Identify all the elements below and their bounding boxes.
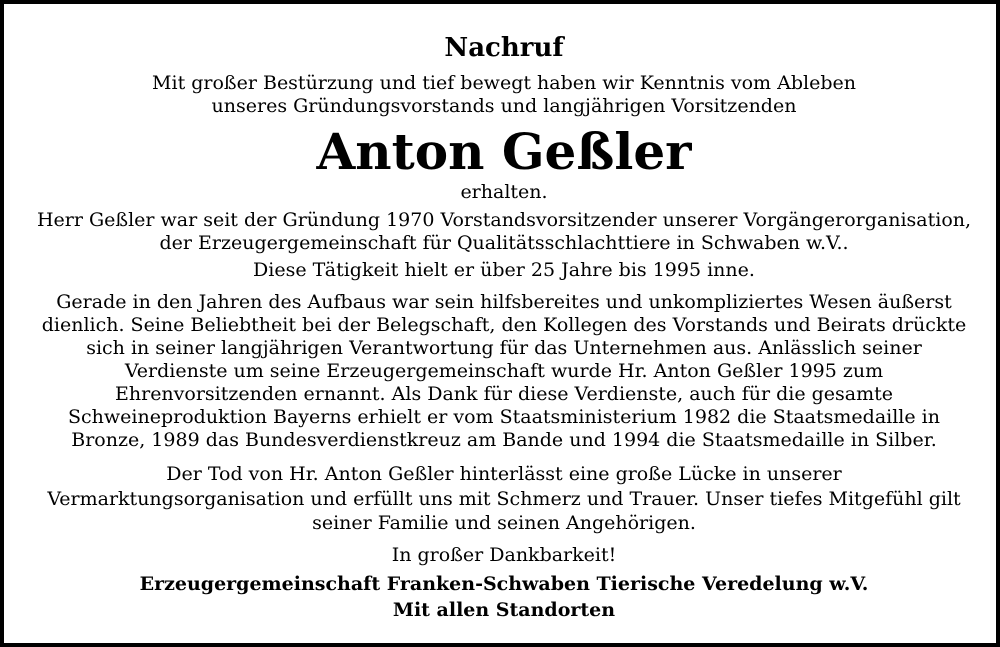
paragraph-2-line: Verdienste um seine Erzeugergemeinschaft wurde Hr. Anton Geßler 1995 zum: [124, 360, 884, 382]
intro-line: unseres Gründungsvorstands und langjährigen Vorsitzenden: [211, 95, 797, 117]
paragraph-3-line: Der Tod von Hr. Anton Geßler hinterlässt eine große Lücke in unserer: [166, 463, 842, 485]
paragraph-2-line: Bronze, 1989 das Bundesverdienstkreuz am Bande und 1994 die Staatsmedaille in Silber.: [71, 429, 937, 451]
paragraph-2-line: dienlich. Seine Beliebtheit bei der Belegschaft, den Kollegen des Vorstands und Beirats drückte: [41, 314, 967, 336]
received-text: erhalten.: [460, 181, 548, 203]
paragraph-1-line: der Erzeugergemeinschaft für Qualitätsschlachttiere in Schwaben w.V..: [159, 232, 849, 254]
paragraph-3-line: seiner Familie und seinen Angehörigen.: [312, 512, 696, 534]
paragraph-2-line: Gerade in den Jahren des Aufbaus war sein hilfsbereites und unkompliziertes Wesen äußerst: [56, 291, 952, 313]
paragraph-1-line: Diese Tätigkeit hielt er über 25 Jahre bis 1995 inne.: [253, 259, 755, 281]
locations-text: Mit allen Standorten: [392, 599, 616, 621]
notice-heading: Nachruf: [444, 33, 564, 63]
organization-name: Erzeugergemeinschaft Franken-Schwaben Tierische Veredelung w.V.: [139, 573, 869, 595]
deceased-name: Anton Geßler: [316, 122, 692, 181]
closing-text: In großer Dankbarkeit!: [391, 544, 617, 566]
paragraph-1-line: Herr Geßler war seit der Gründung 1970 Vorstandsvorsitzender unserer Vorgängerorganisation,: [36, 209, 972, 231]
paragraph-2-line: Ehrenvorsitzenden ernannt. Als Dank für diese Verdienste, auch für die gesamte: [115, 383, 893, 405]
paragraph-2-line: Schweineproduktion Bayerns erhielt er vom Staatsministerium 1982 die Staatsmedaille in: [68, 406, 940, 428]
paragraph-3-line: Vermarktungsorganisation und erfüllt uns mit Schmerz und Trauer. Unser tiefes Mitgefühl gilt: [47, 488, 961, 510]
paragraph-2-line: sich in seiner langjährigen Verantwortung für das Unternehmen aus. Anlässlich seiner: [86, 337, 922, 359]
intro-line: Mit großer Bestürzung und tief bewegt haben wir Kenntnis vom Ableben: [152, 72, 856, 94]
